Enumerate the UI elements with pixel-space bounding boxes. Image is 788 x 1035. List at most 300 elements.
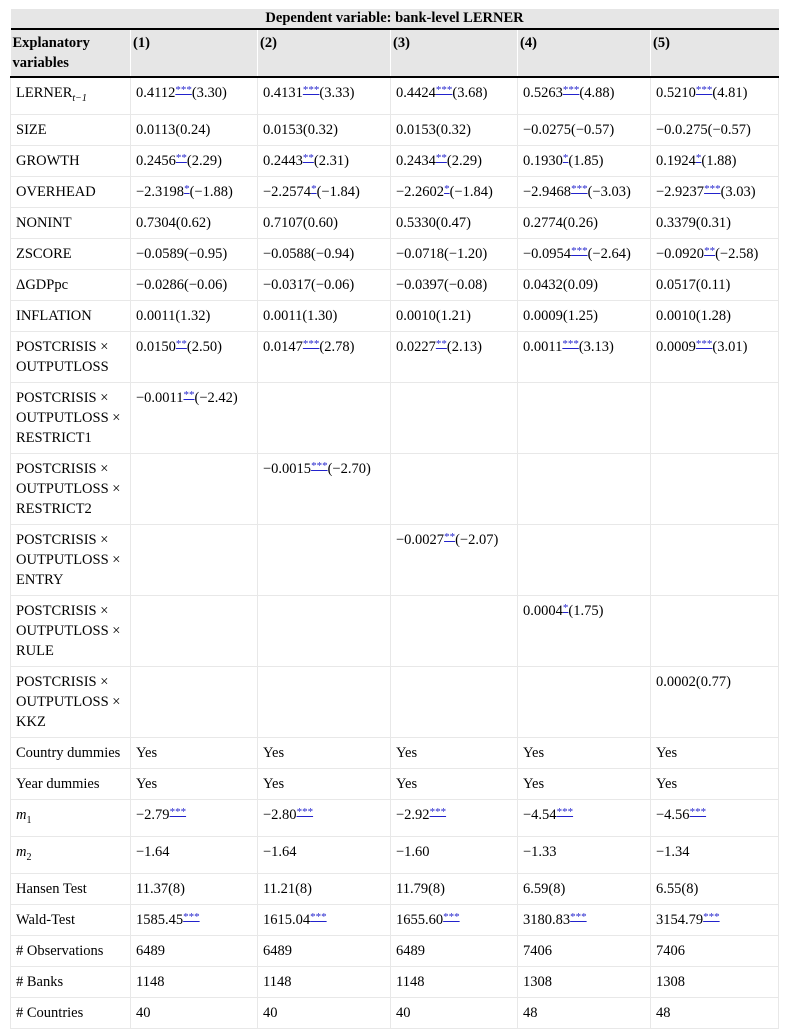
significance-stars-link[interactable]: *** (302, 338, 320, 350)
cell-value: Yes (263, 776, 285, 792)
table-cell (518, 998, 651, 1029)
row-label (11, 800, 131, 837)
table-row (11, 383, 779, 454)
table-row (11, 998, 779, 1029)
cell-value: 0.3379(0.31) (656, 215, 731, 231)
row-label-text: # Countries (16, 1005, 84, 1021)
row-label-subscript: 2 (26, 852, 32, 863)
significance-stars-link[interactable]: *** (704, 183, 721, 195)
table-cell (258, 146, 391, 177)
cell-value: −0.0397(−0.08) (396, 277, 488, 293)
row-label (11, 115, 131, 146)
table-cell (518, 115, 651, 146)
table-cell (651, 967, 779, 998)
table-cell (131, 800, 258, 837)
cell-value: 0.0004 (523, 603, 563, 619)
table-cell (391, 383, 518, 454)
cell-tstat: (−2.07) (455, 532, 499, 548)
cell-value: 0.2443 (263, 153, 303, 169)
cell-tstat: (3.03) (720, 184, 756, 200)
significance-stars-link[interactable]: *** (429, 806, 447, 818)
cell-value: 0.0153(0.32) (396, 122, 471, 138)
table-cell (651, 208, 779, 239)
table-cell (131, 115, 258, 146)
cell-tstat: (−2.42) (194, 390, 238, 406)
header-col-5: (5) (651, 29, 779, 77)
cell-value: 40 (396, 1005, 411, 1021)
cell-value: −4.54 (523, 807, 557, 823)
row-label-text: OVERHEAD (16, 184, 96, 200)
table-row (11, 177, 779, 208)
table-cell (651, 936, 779, 967)
table-row (11, 874, 779, 905)
cell-value: 7406 (523, 943, 552, 959)
table-row (11, 738, 779, 769)
row-label (11, 874, 131, 905)
header-col-4: (4) (518, 29, 651, 77)
cell-value: 0.0011(1.32) (136, 308, 211, 324)
table-row (11, 77, 779, 115)
row-label (11, 146, 131, 177)
row-label (11, 332, 131, 383)
cell-value: Yes (136, 776, 158, 792)
cell-tstat: (3.13) (578, 339, 614, 355)
table-cell (131, 332, 258, 383)
table-cell (131, 270, 258, 301)
cell-value: 0.7304(0.62) (136, 215, 211, 231)
cell-value: 1148 (136, 974, 165, 990)
cell-tstat: (4.81) (712, 85, 748, 101)
table-cell (258, 208, 391, 239)
header-col-1: (1) (131, 29, 258, 77)
table-cell (391, 874, 518, 905)
table-cell (518, 208, 651, 239)
significance-stars-link[interactable]: *** (571, 183, 588, 195)
cell-value: Yes (136, 745, 158, 761)
cell-value: 6489 (396, 943, 425, 959)
table-cell (651, 177, 779, 208)
regression-table-container (10, 9, 778, 1029)
cell-tstat: (1.75) (568, 603, 604, 619)
table-row (11, 967, 779, 998)
table-cell (651, 667, 779, 738)
row-label (11, 239, 131, 270)
significance-stars-link[interactable]: *** (169, 806, 187, 818)
table-cell (651, 239, 779, 270)
cell-value: Yes (523, 745, 545, 761)
row-label-text: # Banks (16, 974, 64, 990)
table-cell (651, 769, 779, 800)
cell-value: 1585.45 (136, 912, 184, 928)
significance-stars-link[interactable]: * (311, 183, 317, 195)
table-cell (651, 454, 779, 525)
table-cell (258, 998, 391, 1029)
cell-value: 3154.79 (656, 912, 704, 928)
table-cell (131, 769, 258, 800)
cell-value: −2.2602 (396, 184, 445, 200)
table-cell (391, 208, 518, 239)
cell-value: 3180.83 (523, 912, 571, 928)
table-cell (518, 936, 651, 967)
significance-stars-link[interactable]: *** (703, 911, 720, 923)
cell-value: −0.0954 (523, 246, 572, 262)
row-label-subscript: t−1 (72, 93, 87, 104)
cell-value: Yes (263, 745, 285, 761)
cell-value: Yes (396, 776, 418, 792)
significance-stars-link[interactable]: *** (296, 806, 314, 818)
significance-stars-link[interactable]: *** (695, 338, 713, 350)
cell-value: Yes (656, 745, 678, 761)
cell-value: −2.9237 (656, 184, 705, 200)
table-cell (391, 77, 518, 115)
table-row (11, 769, 779, 800)
cell-tstat: (−2.70) (327, 461, 371, 477)
cell-value: −1.33 (523, 844, 557, 860)
table-cell (391, 332, 518, 383)
significance-stars-link[interactable]: *** (695, 84, 713, 96)
cell-tstat: (2.31) (313, 153, 349, 169)
row-label (11, 177, 131, 208)
significance-stars-link[interactable]: *** (183, 911, 200, 923)
table-cell (391, 800, 518, 837)
table-cell (131, 146, 258, 177)
table-row (11, 596, 779, 667)
header-col-3: (3) (391, 29, 518, 77)
significance-stars-link[interactable]: *** (562, 84, 580, 96)
row-label (11, 998, 131, 1029)
cell-value: 0.0009 (656, 339, 696, 355)
table-cell (391, 239, 518, 270)
table-cell (651, 77, 779, 115)
table-row (11, 115, 779, 146)
row-label-text: # Observations (16, 943, 104, 959)
cell-value: 0.0010(1.21) (396, 308, 471, 324)
significance-stars-link[interactable]: ** (175, 152, 187, 164)
table-cell (131, 208, 258, 239)
row-label-text: ZSCORE (16, 246, 72, 262)
cell-tstat: (4.88) (579, 85, 615, 101)
row-label-text: Wald-Test (16, 912, 76, 928)
table-cell (258, 667, 391, 738)
table-cell (518, 905, 651, 936)
significance-stars-link[interactable]: * (444, 183, 450, 195)
row-label (11, 905, 131, 936)
table-cell (258, 77, 391, 115)
cell-value: 48 (656, 1005, 671, 1021)
cell-tstat: (3.01) (712, 339, 748, 355)
table-cell (518, 800, 651, 837)
table-cell (391, 301, 518, 332)
table-cell (131, 905, 258, 936)
row-label (11, 301, 131, 332)
cell-value: Yes (656, 776, 678, 792)
cell-value: 0.1930 (523, 153, 563, 169)
significance-stars-link[interactable]: ** (175, 338, 187, 350)
significance-stars-link[interactable]: ** (435, 152, 447, 164)
table-body (11, 77, 779, 1029)
table-cell (131, 383, 258, 454)
row-label (11, 667, 131, 738)
table-cell (391, 146, 518, 177)
table-cell (518, 874, 651, 905)
row-label-text: Country dummies (16, 745, 121, 761)
significance-stars-link[interactable]: *** (302, 84, 320, 96)
significance-stars-link[interactable]: * (695, 152, 702, 164)
cell-value: 6489 (136, 943, 165, 959)
cell-value: −2.2574 (263, 184, 312, 200)
table-cell (131, 874, 258, 905)
table-cell (518, 270, 651, 301)
row-label (11, 383, 131, 454)
table-cell (651, 146, 779, 177)
table-title: Dependent variable: bank-level LERNER (11, 9, 779, 29)
cell-value: −1.64 (136, 844, 170, 860)
cell-value: 0.0227 (396, 339, 436, 355)
significance-stars-link[interactable]: *** (175, 84, 192, 96)
table-cell (518, 738, 651, 769)
table-cell (131, 525, 258, 596)
cell-tstat: (−1.84) (449, 184, 493, 200)
row-label (11, 525, 131, 596)
table-cell (518, 301, 651, 332)
table-cell (258, 738, 391, 769)
row-label-subscript: 1 (26, 815, 32, 826)
table-row (11, 936, 779, 967)
table-cell (131, 301, 258, 332)
table-cell (131, 667, 258, 738)
table-cell (258, 800, 391, 837)
table-cell (258, 301, 391, 332)
table-cell (651, 525, 779, 596)
row-label-text: POSTCRISIS × OUTPUTLOSS (16, 339, 109, 375)
table-cell (651, 738, 779, 769)
cell-value: −0.0015 (263, 461, 312, 477)
table-cell (258, 967, 391, 998)
table-cell (518, 77, 651, 115)
table-cell (131, 936, 258, 967)
cell-value: −2.92 (396, 807, 430, 823)
table-cell (651, 270, 779, 301)
table-cell (651, 301, 779, 332)
cell-value: 1655.60 (396, 912, 444, 928)
table-cell (131, 596, 258, 667)
table-cell (258, 454, 391, 525)
table-cell (391, 905, 518, 936)
cell-tstat: (1.88) (701, 153, 737, 169)
row-label-text: Year dummies (16, 776, 100, 792)
cell-value: 0.7107(0.60) (263, 215, 338, 231)
cell-value: 0.0113(0.24) (136, 122, 211, 138)
table-cell (518, 596, 651, 667)
row-label-text: POSTCRISIS × OUTPUTLOSS × RESTRICT2 (16, 461, 121, 517)
significance-stars-link[interactable]: *** (570, 911, 587, 923)
table-cell (258, 769, 391, 800)
significance-stars-link[interactable]: ** (183, 389, 195, 401)
table-cell (651, 998, 779, 1029)
table-cell (518, 383, 651, 454)
significance-stars-link[interactable]: *** (443, 911, 460, 923)
cell-tstat: (2.29) (186, 153, 222, 169)
significance-stars-link[interactable]: *** (556, 806, 574, 818)
significance-stars-link[interactable]: *** (311, 460, 328, 472)
cell-value: 0.0010(1.28) (656, 308, 731, 324)
cell-value: 1148 (396, 974, 425, 990)
table-row (11, 454, 779, 525)
cell-value: 0.0150 (136, 339, 176, 355)
cell-value: −2.80 (263, 807, 297, 823)
row-label (11, 596, 131, 667)
row-label-text: SIZE (16, 122, 47, 138)
table-cell (391, 769, 518, 800)
row-label-text: POSTCRISIS × OUTPUTLOSS × RESTRICT1 (16, 390, 121, 446)
cell-value: −1.64 (263, 844, 297, 860)
cell-tstat: (2.29) (446, 153, 482, 169)
table-cell (258, 905, 391, 936)
cell-tstat: (1.85) (568, 153, 604, 169)
row-label-text: ΔGDPpc (16, 277, 69, 293)
table-cell (131, 967, 258, 998)
table-cell (518, 667, 651, 738)
row-label-text: m (16, 807, 27, 823)
table-cell (391, 270, 518, 301)
table-cell (258, 270, 391, 301)
table-cell (391, 936, 518, 967)
cell-value: 0.5330(0.47) (396, 215, 471, 231)
cell-tstat: (2.50) (186, 339, 222, 355)
row-label-text: POSTCRISIS × OUTPUTLOSS × RULE (16, 603, 121, 659)
cell-value: 0.4112 (136, 85, 176, 101)
table-row (11, 146, 779, 177)
significance-stars-link[interactable]: ** (302, 152, 314, 164)
row-label-text: Hansen Test (16, 881, 87, 897)
cell-value: 6489 (263, 943, 292, 959)
header-explanatory-variables: Explanatory variables (11, 29, 131, 77)
cell-value: 0.0011 (523, 339, 563, 355)
cell-value: Yes (396, 745, 418, 761)
cell-value: 0.0432(0.09) (523, 277, 598, 293)
row-label (11, 837, 131, 874)
table-cell (131, 177, 258, 208)
table-cell (391, 454, 518, 525)
row-label-text: POSTCRISIS × OUTPUTLOSS × ENTRY (16, 532, 121, 588)
significance-stars-link[interactable]: *** (689, 806, 707, 818)
cell-value: 0.2434 (396, 153, 436, 169)
row-label-text: GROWTH (16, 153, 80, 169)
table-cell (391, 596, 518, 667)
significance-stars-link[interactable]: *** (562, 338, 579, 350)
cell-value: 0.0011(1.30) (263, 308, 338, 324)
table-cell (258, 525, 391, 596)
cell-value: 0.4131 (263, 85, 303, 101)
table-row (11, 332, 779, 383)
cell-value: 0.0153(0.32) (263, 122, 338, 138)
cell-tstat: (−2.58) (715, 246, 759, 262)
table-cell (131, 239, 258, 270)
table-cell (258, 177, 391, 208)
cell-value: 1148 (263, 974, 292, 990)
significance-stars-link[interactable]: *** (571, 245, 588, 257)
significance-stars-link[interactable]: ** (704, 245, 716, 257)
cell-tstat: (3.33) (319, 85, 355, 101)
table-row (11, 905, 779, 936)
table-cell (391, 738, 518, 769)
significance-stars-link[interactable]: * (184, 183, 190, 195)
cell-value: −2.9468 (523, 184, 572, 200)
significance-stars-link[interactable]: *** (435, 84, 453, 96)
table-cell (651, 596, 779, 667)
cell-value: 0.0517(0.11) (656, 277, 731, 293)
significance-stars-link[interactable]: * (562, 152, 569, 164)
cell-value: 0.0009(1.25) (523, 308, 598, 324)
table-cell (518, 146, 651, 177)
cell-value: −0.0920 (656, 246, 705, 262)
table-row (11, 800, 779, 837)
row-label (11, 77, 131, 115)
table-cell (391, 667, 518, 738)
table-cell (131, 77, 258, 115)
table-cell (518, 332, 651, 383)
cell-value: 7406 (656, 943, 685, 959)
row-label-text: NONINT (16, 215, 72, 231)
row-label-text: INFLATION (16, 308, 92, 324)
cell-value: 11.79(8) (396, 881, 445, 897)
cell-tstat: (−1.88) (189, 184, 233, 200)
table-cell (651, 800, 779, 837)
table-cell (258, 596, 391, 667)
cell-value: −0.0718(−1.20) (396, 246, 488, 262)
cell-value: −2.3198 (136, 184, 185, 200)
table-cell (131, 738, 258, 769)
cell-value: 0.5263 (523, 85, 563, 101)
cell-value: −0.0286(−0.06) (136, 277, 228, 293)
table-cell (518, 239, 651, 270)
significance-stars-link[interactable]: *** (310, 911, 327, 923)
table-cell (258, 837, 391, 874)
table-cell (391, 998, 518, 1029)
table-cell (518, 837, 651, 874)
table-cell (518, 769, 651, 800)
significance-stars-link[interactable]: * (562, 602, 569, 614)
table-cell (651, 383, 779, 454)
cell-value: −0.0589(−0.95) (136, 246, 228, 262)
regression-table (10, 9, 779, 1029)
row-label (11, 454, 131, 525)
row-label (11, 936, 131, 967)
table-cell (651, 874, 779, 905)
cell-value: −1.34 (656, 844, 690, 860)
table-cell (258, 936, 391, 967)
cell-value: −2.79 (136, 807, 170, 823)
table-row (11, 667, 779, 738)
table-cell (131, 454, 258, 525)
table-row (11, 525, 779, 596)
cell-value: 11.37(8) (136, 881, 185, 897)
table-cell (518, 454, 651, 525)
cell-value: −4.56 (656, 807, 690, 823)
row-label (11, 208, 131, 239)
significance-stars-link[interactable]: ** (435, 338, 447, 350)
cell-value: 0.5210 (656, 85, 696, 101)
row-label-text: m (16, 844, 27, 860)
cell-value: −0.0275(−0.57) (523, 122, 615, 138)
cell-value: 0.2456 (136, 153, 176, 169)
table-row (11, 301, 779, 332)
row-label (11, 738, 131, 769)
table-cell (131, 998, 258, 1029)
cell-value: −1.60 (396, 844, 430, 860)
header-row (11, 29, 779, 77)
significance-stars-link[interactable]: ** (444, 531, 456, 543)
